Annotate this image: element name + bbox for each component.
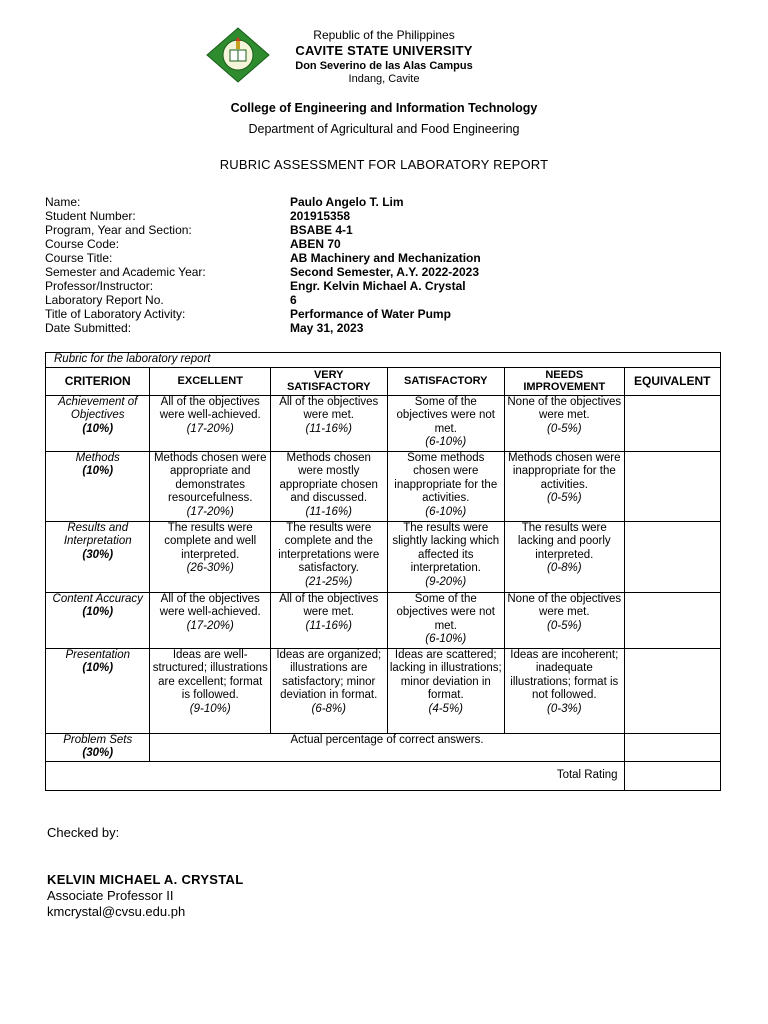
cell-text: All of the objectives were met. [279,592,379,618]
criterion-weight: (10%) [82,606,114,618]
column-header: EQUIVALENT [624,367,720,395]
header-row [46,367,721,395]
column-header: SATISFACTORY [387,367,505,395]
rubric-cell [270,521,387,592]
rubric-cell [505,648,625,733]
info-value: Performance of Water Pump [290,307,451,321]
campus-name: Don Severino de las Alas Campus [295,60,473,72]
criterion-weight: (30%) [82,548,114,561]
cell-text: The results were slightly lacking which affected its interpretation. [392,521,500,574]
cell-range: (6-10%) [425,436,467,448]
cell-text: All of the objectives were well-achieved. [159,592,261,618]
cell-range: (26-30%) [186,562,234,574]
criterion-weight: (10%) [82,662,114,674]
info-value: 201915358 [290,209,351,223]
college-name: College of Engineering and Information Technology [230,101,538,115]
checked-by-label: Checked by: [47,825,120,840]
country-name: Republic of the Philippines [313,28,455,42]
cell-text: Ideas are well-structured; illustrations are excellent; format is followed. [152,648,268,701]
cell-text: Some of the objectives were not met. [396,592,495,632]
cell-range: (0-5%) [547,422,582,435]
cell-range: (11-16%) [305,422,352,435]
cell-text: Ideas are organized; illustrations are satisfactory; minor deviation in format. [276,648,382,701]
caption-row [46,353,721,368]
criterion-cell [46,733,150,761]
cell-text: Some of the objectives were not met. [396,395,495,435]
checker-name: KELVIN MICHAEL A. CRYSTAL [47,872,244,887]
total-rating-label: Total Rating [46,761,625,790]
criterion-weight: (10%) [82,465,114,477]
rubric-cell [505,592,625,648]
checker-position: Associate Professor II [47,888,174,903]
cell-range: (11-16%) [305,619,352,632]
cell-range: (17-20%) [186,505,234,518]
cell-range: (11-16%) [305,505,352,518]
equivalent-cell[interactable] [624,395,720,451]
cell-range: (6-10%) [425,505,467,518]
info-label: Name: [45,195,81,209]
cell-range: (9-20%) [425,575,467,588]
info-label: Course Title: [45,251,113,265]
column-header: CRITERION [46,367,150,395]
cell-text: Ideas are incoherent; inadequate illustrations; format is not followed. [510,648,619,701]
rubric-cell [150,451,271,521]
info-label: Course Code: [45,237,120,251]
cell-range: (0-8%) [547,562,582,574]
info-label: Professor/Instructor: [45,279,154,293]
cell-text: All of the objectives were met. [279,395,379,421]
cell-range: (0-5%) [547,619,582,632]
cell-range: (17-20%) [186,422,234,435]
table-row [46,733,721,761]
cell-range: (4-5%) [428,702,464,715]
cell-text: The results were lacking and poorly interpreted. [517,521,611,561]
equivalent-cell[interactable] [624,592,720,648]
table-caption: Rubric for the laboratory report [46,353,721,368]
equivalent-cell[interactable] [624,733,720,761]
cell-text: Ideas are scattered; lacking in illustrations; minor deviation in format. [389,648,502,701]
rubric-cell [505,395,625,451]
rubric-cell [270,395,387,451]
info-label: Title of Laboratory Activity: [45,307,186,321]
cell-range: (21-25%) [305,575,353,588]
info-value: Paulo Angelo T. Lim [290,195,404,209]
info-value: BSABE 4-1 [290,223,353,237]
criterion-cell [46,592,150,648]
table-row [46,395,721,451]
rubric-cell [270,451,387,521]
criterion-name: Problem Sets [63,733,133,746]
criterion-cell [46,395,150,451]
cell-text: Methods chosen were inappropriate for the activities. [508,451,621,491]
info-label: Date Submitted: [45,321,132,335]
criterion-weight: (10%) [82,422,114,435]
criterion-cell [46,648,150,733]
info-label: Program, Year and Section: [45,223,192,237]
cell-text: The results were complete and the interpretations were satisfactory. [278,521,380,574]
table-row [46,521,721,592]
column-header: VERY SATISFACTORY [270,367,387,395]
criterion-name: Achievement of Objectives [58,395,138,421]
table-row [46,451,721,521]
info-value: ABEN 70 [290,237,341,251]
cell-text: Some methods chosen were inappropriate for the activities. [394,451,498,504]
rubric-cell [150,521,271,592]
equivalent-cell[interactable] [624,521,720,592]
column-header: NEEDS IMPROVEMENT [505,367,625,395]
info-value: AB Machinery and Mechanization [290,251,481,265]
rubric-cell [270,592,387,648]
cell-range: (17-20%) [186,619,234,632]
cell-text: The results were complete and well interpreted. [164,521,257,561]
equivalent-cell[interactable] [624,648,720,733]
cell-text: Methods chosen were mostly appropriate chosen and discussed. [279,451,378,504]
rubric-table [45,352,721,791]
info-label: Laboratory Report No. [45,293,164,307]
checker-email: kmcrystal@cvsu.edu.ph [47,904,186,919]
cell-text: None of the objectives were met. [507,592,622,618]
rubric-cell [387,521,505,592]
criterion-cell [46,521,150,592]
department-name: Department of Agricultural and Food Engineering [248,122,520,136]
criterion-name: Presentation [65,648,131,661]
rubric-cell [150,648,271,733]
rubric-cell [150,395,271,451]
criterion-name: Methods [75,451,120,464]
criterion-weight: (30%) [82,747,114,759]
cell-range: (6-10%) [425,633,467,645]
campus-location: Indang, Cavite [348,73,420,85]
criterion-cell [46,451,150,521]
info-label: Student Number: [45,209,136,223]
info-value: 6 [290,293,297,307]
info-value: May 31, 2023 [290,321,364,335]
info-label: Semester and Academic Year: [45,265,206,279]
university-seal-logo [206,27,270,83]
cell-range: (0-3%) [547,702,582,715]
document-title: RUBRIC ASSESSMENT FOR LABORATORY REPORT [219,157,549,172]
column-header: EXCELLENT [150,367,271,395]
university-name: CAVITE STATE UNIVERSITY [295,43,473,58]
table-row [46,648,721,733]
cell-text: Methods chosen were appropriate and demonstrates resourcefulness. [153,451,267,504]
cell-range: (9-10%) [189,702,231,715]
rubric-cell [387,648,505,733]
rubric-cell [387,395,505,451]
rubric-cell [505,451,625,521]
rubric-cell [270,648,387,733]
total-rating-cell[interactable] [624,761,720,790]
info-value: Second Semester, A.Y. 2022-2023 [290,265,479,279]
info-value: Engr. Kelvin Michael A. Crystal [290,279,466,293]
cell-range: (0-5%) [547,492,582,504]
cell-text: None of the objectives were met. [507,395,622,421]
rubric-cell [387,451,505,521]
cell-range: (6-8%) [311,702,346,715]
equivalent-cell[interactable] [624,451,720,521]
criterion-name: Content Accuracy [52,592,143,605]
criterion-name: Results and Interpretation [63,521,132,547]
total-row [46,761,721,790]
rubric-cell [387,592,505,648]
problem-sets-description: Actual percentage of correct answers. [150,733,624,761]
table-row [46,592,721,648]
rubric-cell [505,521,625,592]
cell-text: All of the objectives were well-achieved. [159,395,261,421]
rubric-cell [150,592,271,648]
